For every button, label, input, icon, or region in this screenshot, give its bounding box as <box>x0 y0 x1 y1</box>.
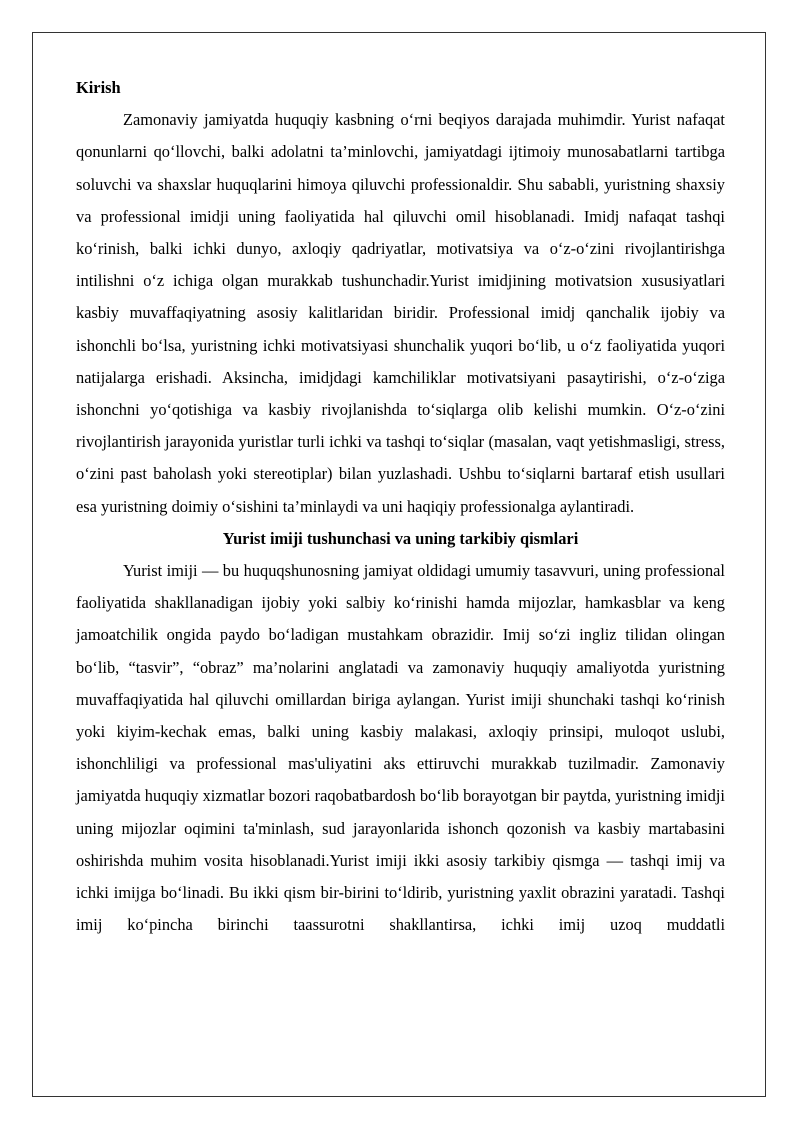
section-paragraph: Yurist imiji — bu huquqshunosning jamiyat oldidagi umumiy tasavvuri, uning professional faoliyatida shakllanadigan ijobiy yoki salbiy ko‘rinishi hamda mijozlar, hamkasblar va keng jamoatchilik ongida paydo bo‘ladigan mustahkam obrazidir. Imij so‘zi ingliz tilidan olingan bo‘lib, “tasvir”, “obraz” ma’nolarini anglatadi va zamonaviy huquqiy amaliyotda yuristning muvaffaqiyatida hal qiluvchi omillardan biriga aylangan. Yurist imiji shunchaki tashqi ko‘rinish yoki kiyim-kechak emas, balki uning kasbiy malakasi, axloqiy prinsipi, muloqot uslubi, ishonchliligi va professional mas'uliyatini aks ettiruvchi murakkab tuzilmadir. Zamonaviy jamiyatda huquqiy xizmatlar bozori raqobatbardosh bo‘lib borayotgan bir paytda, yuristning imidji uning mijozlar oqimini ta'minlash, sud jarayonlarida ishonch qozonish va kasbiy martabasini oshirishda muhim vosita hisoblanadi.Yurist imiji ikki asosiy tarkibiy qismga — tashqi imij va ichki imijga bo‘linadi. Bu ikki qism bir-birini to‘ldirib, yuristning yaxlit obrazini yaratadi. Tashqi imij ko‘pincha birinchi taassurotni shakllantirsa, ichki imij uzoq muddatli <box>76 561 725 935</box>
document-body <box>76 72 725 941</box>
intro-heading: Kirish <box>76 78 121 97</box>
section-heading: Yurist imiji tushunchasi va uning tarkibiy qismlari <box>222 528 579 548</box>
intro-paragraph: Zamonaviy jamiyatda huquqiy kasbning o‘rni beqiyos darajada muhimdir. Yurist nafaqat qonunlarni qo‘llovchi, balki adolatni ta’minlovchi, jamiyatdagi ijtimoiy munosabatlarni tartibga soluvchi va shaxslar huquqlarini himoya qiluvchi professionaldir. Shu sababli, yuristning shaxsiy va professional imidji uning faoliyatida hal qiluvchi omil hisoblanadi. Imidj nafaqat tashqi ko‘rinish, balki ichki dunyo, axloqiy qadriyatlar, motivatsiya va o‘z-o‘zini rivojlantirishga intilishni o‘z ichiga olgan murakkab tushunchadir.Yurist imidjining motivatsion xususiyatlari kasbiy muvaffaqiyatning asosiy kalitlaridan biridir. Professional imidj qanchalik ijobiy va ishonchli bo‘lsa, yuristning ichki motivatsiyasi shunchalik yuqori bo‘lib, u o‘z faoliyatida yuqori natijalarga erishadi. Aksincha, imidjdagi kamchiliklar motivatsiyani pasaytirishi, o‘z-o‘ziga ishonchni yo‘qotishiga va kasbiy rivojlanishda to‘siqlarga olib kelishi mumkin. O‘z-o‘zini rivojlantirish jarayonida yuristlar turli ichki va tashqi to‘siqlar (masalan, vaqt yetishmasligi, stress, o‘zini past baholash yoki stereotiplar) bilan yuzlashadi. Ushbu to‘siqlarni bartaraf etish usullari esa yuristning doimiy o‘sishini ta’minlaydi va uni haqiqiy professionalga aylantiradi. <box>76 110 725 516</box>
